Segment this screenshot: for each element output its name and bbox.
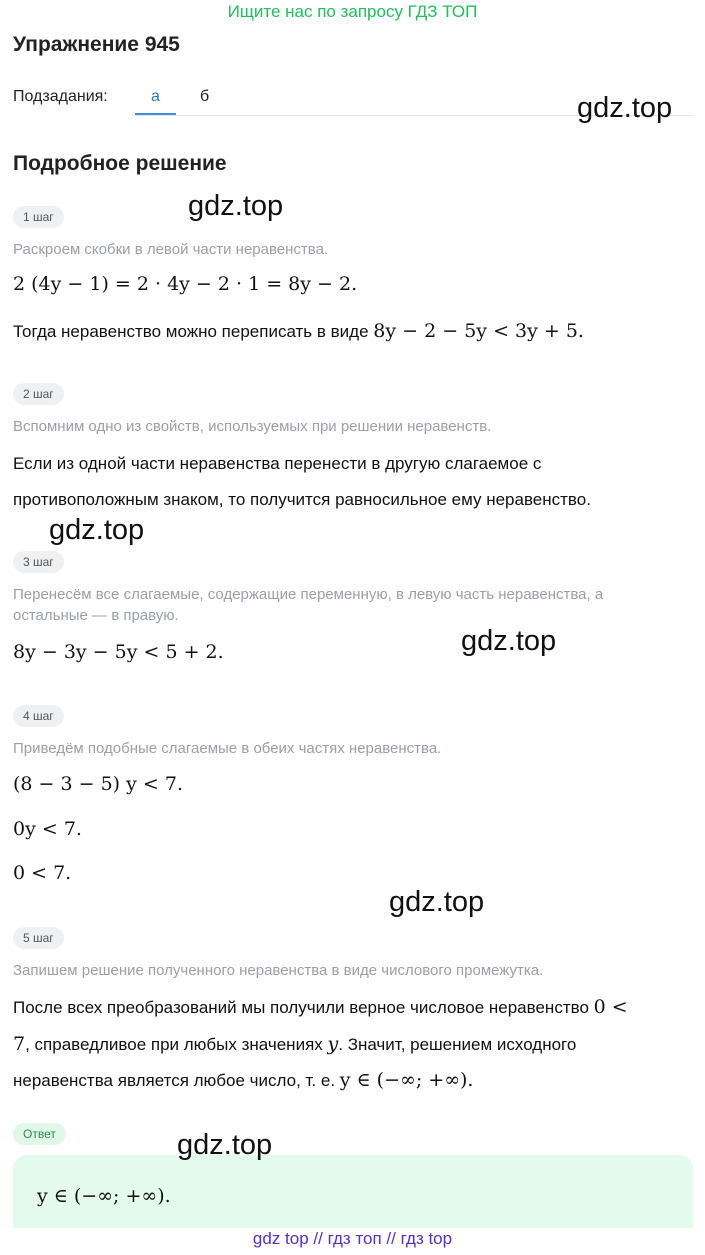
- step-text-math: 8y − 2 − 5y < 3y + 5.: [373, 320, 584, 342]
- step-inline-math: y: [327, 1033, 339, 1055]
- step-badge: 2 шаг: [13, 383, 64, 405]
- step-note: Приведём подобные слагаемые в обеих частях неравенства.: [13, 740, 442, 757]
- step-text-line: [13, 1069, 473, 1091]
- subtasks-label: Подзадания:: [13, 88, 108, 105]
- step-badge: 5 шаг: [13, 927, 64, 949]
- step-text-line: [13, 1033, 576, 1055]
- step-badge: 4 шаг: [13, 705, 64, 727]
- watermark: gdz.top: [177, 1129, 273, 1161]
- step-text: , справедливое при любых значениях: [25, 1035, 323, 1054]
- step-math: (8 − 3 − 5) y < 7.: [13, 773, 183, 795]
- step-note-line: Перенесём все слагаемые, содержащие переменную, в левую часть неравенства, а: [13, 586, 604, 603]
- step-text: неравенства является любое число, т. е.: [13, 1071, 336, 1090]
- watermark: gdz.top: [49, 514, 145, 546]
- page-title: Упражнение 945: [13, 33, 180, 56]
- step-text: [13, 320, 584, 342]
- watermark: gdz.top: [389, 886, 485, 918]
- step-text-prefix: Тогда неравенство можно переписать в виде: [13, 322, 369, 341]
- step-text-line: [13, 996, 628, 1018]
- footer-links[interactable]: gdz top // гдз топ // гдз top: [252, 1229, 453, 1248]
- step-math: 8y − 3y − 5y < 5 + 2.: [13, 641, 224, 663]
- step-note-line: остальные — в правую.: [13, 607, 179, 624]
- tab-subtask-b[interactable]: б: [200, 88, 210, 105]
- top-banner: Ищите нас по запросу ГДЗ ТОП: [227, 2, 478, 21]
- step-inline-math: 7: [13, 1033, 26, 1055]
- step-note: Раскроем скобки в левой части неравенства.: [13, 241, 329, 258]
- step-text-line: противоположным знаком, то получится равносильное ему неравенство.: [13, 490, 591, 509]
- step-math: 2 (4y − 1) = 2 · 4y − 2 · 1 = 8y − 2.: [13, 273, 358, 295]
- step-inline-math: 0 <: [593, 996, 628, 1018]
- watermark: gdz.top: [188, 190, 284, 222]
- section-title: Подробное решение: [13, 152, 227, 175]
- step-math: 0y < 7.: [13, 818, 82, 840]
- step-badge: 1 шаг: [13, 206, 64, 228]
- step-note: Запишем решение полученного неравенства в виде числового промежутка.: [13, 962, 544, 979]
- step-badge: 3 шаг: [13, 551, 64, 573]
- watermark: gdz.top: [577, 92, 673, 124]
- step-text: . Значит, решением исходного: [338, 1035, 577, 1054]
- step-note: Вспомним одно из свойств, используемых при решении неравенств.: [13, 418, 492, 435]
- step-math: 0 < 7.: [13, 862, 72, 884]
- step-inline-math: y ∈ (−∞; +∞).: [339, 1069, 474, 1091]
- answer-math: y ∈ (−∞; +∞).: [37, 1185, 171, 1207]
- answer-badge: Ответ: [13, 1123, 66, 1145]
- watermark: gdz.top: [461, 625, 557, 657]
- step-text: После всех преобразований мы получили верное числовое неравенство: [13, 998, 589, 1017]
- tab-subtask-a[interactable]: а: [151, 88, 160, 105]
- step-text-line: Если из одной части неравенства перенести в другую слагаемое с: [13, 454, 542, 473]
